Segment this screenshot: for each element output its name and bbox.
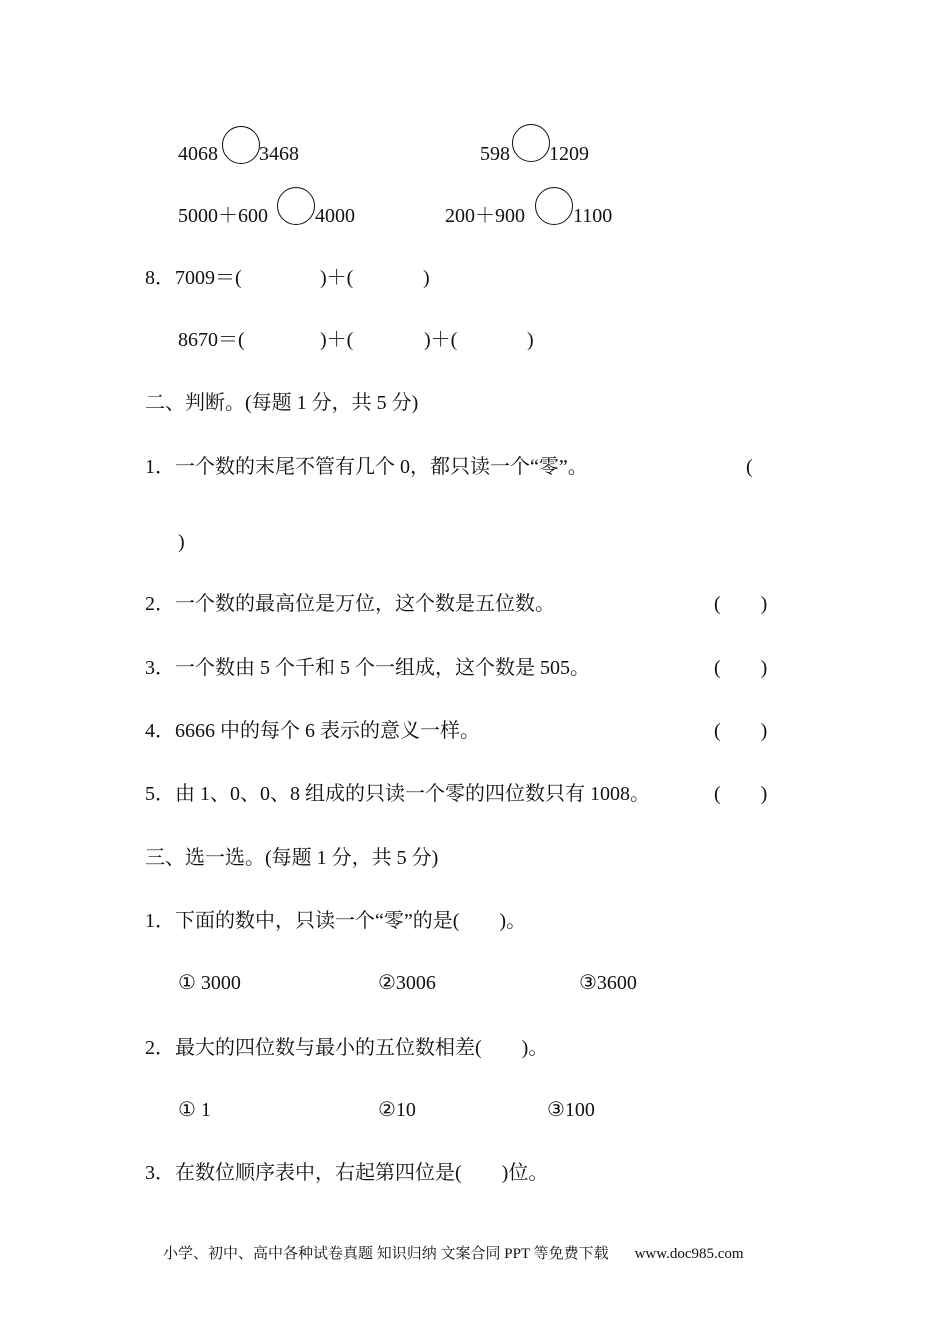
compare-2-left: 598 — [480, 143, 510, 165]
judge-item-1-paren-open[interactable]: ( — [746, 456, 753, 478]
q8-line2-label: 8670＝( — [178, 329, 245, 351]
choice-q2-option-2[interactable]: ②10 — [378, 1099, 416, 1121]
compare-4-circle[interactable] — [535, 187, 573, 225]
choice-q1-option-1[interactable]: ① 3000 — [178, 972, 241, 994]
q8-line2-part2: )＋( — [320, 329, 354, 351]
compare-4-left: 200＋900 — [445, 205, 525, 227]
choice-q1-option-2[interactable]: ②3006 — [378, 972, 436, 994]
judge-item-2-paren[interactable]: ( ) — [714, 593, 768, 615]
choice-q3: 3．在数位顺序表中，右起第四位是( )位。 — [145, 1162, 549, 1184]
compare-2-right: 1209 — [549, 143, 589, 165]
q8-part3: ) — [423, 267, 430, 289]
judge-item-5: 5．由 1、0、0、8 组成的只读一个零的四位数只有 1008。 — [145, 783, 650, 805]
section3-title: 三、选一选。(每题 1 分，共 5 分) — [145, 847, 439, 869]
q8-line2-part3: )＋( — [424, 329, 458, 351]
judge-item-4-paren[interactable]: ( ) — [714, 720, 768, 742]
judge-item-1-paren-close: ) — [178, 531, 185, 553]
judge-item-4: 4．6666 中的每个 6 表示的意义一样。 — [145, 720, 480, 742]
compare-1-circle[interactable] — [222, 126, 260, 164]
section2-title: 二、判断。(每题 1 分，共 5 分) — [145, 392, 419, 414]
q8-label: 8．7009＝( — [145, 267, 242, 289]
compare-3-left: 5000＋600 — [178, 205, 268, 227]
compare-3-circle[interactable] — [277, 187, 315, 225]
judge-item-2: 2．一个数的最高位是万位，这个数是五位数。 — [145, 593, 555, 615]
judge-item-5-paren[interactable]: ( ) — [714, 783, 768, 805]
choice-q2-option-3[interactable]: ③100 — [547, 1099, 595, 1121]
q8-part2: )＋( — [320, 267, 354, 289]
page-footer — [163, 1244, 744, 1264]
choice-q2-option-1[interactable]: ① 1 — [178, 1099, 211, 1121]
compare-1-right: 3468 — [259, 143, 299, 165]
choice-q2: 2．最大的四位数与最小的五位数相差( )。 — [145, 1037, 549, 1059]
choice-q1-option-3[interactable]: ③3600 — [579, 972, 637, 994]
footer-site-link[interactable]: www.doc985.com — [634, 1246, 744, 1262]
judge-item-3-paren[interactable]: ( ) — [714, 657, 768, 679]
compare-4-right: 1100 — [573, 205, 613, 227]
choice-q1: 1．下面的数中，只读一个“零”的是( )。 — [145, 910, 527, 932]
judge-item-3: 3．一个数由 5 个千和 5 个一组成，这个数是 505。 — [145, 657, 590, 679]
q8-line2-part4: ) — [527, 329, 534, 351]
footer-text: 小学、初中、高中各种试卷真题 知识归纳 文案合同 PPT 等免费下载 — [163, 1246, 609, 1262]
judge-item-1: 1．一个数的末尾不管有几个 0，都只读一个“零”。 — [145, 456, 588, 478]
compare-3-right: 4000 — [315, 205, 355, 227]
compare-1-left: 4068 — [178, 143, 218, 165]
compare-2-circle[interactable] — [512, 124, 550, 162]
